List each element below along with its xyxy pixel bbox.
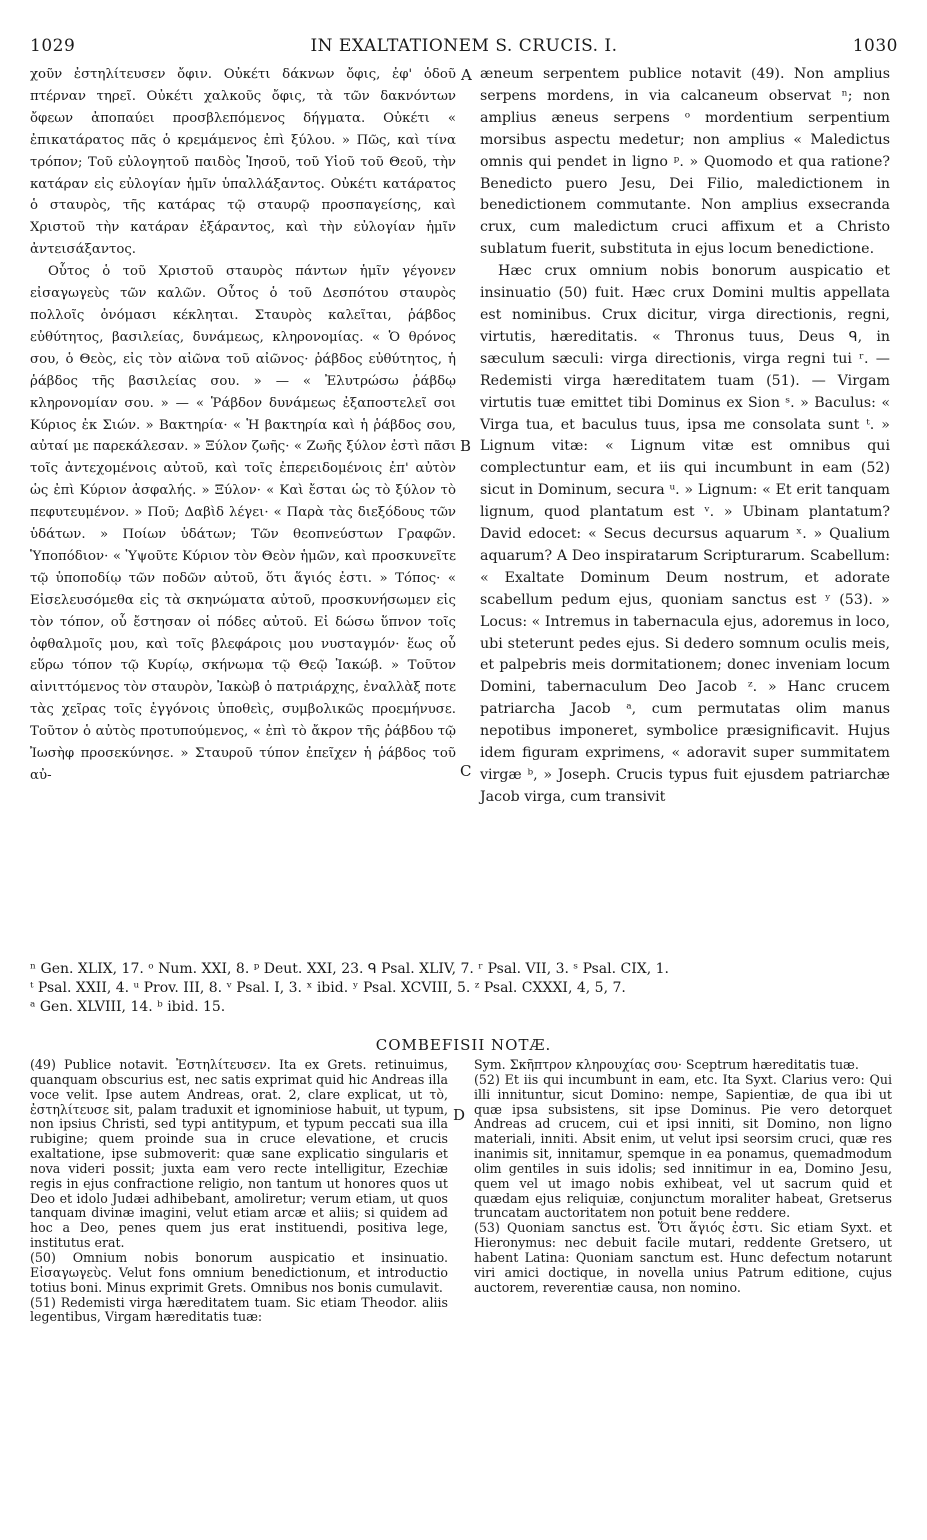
page-number-right: 1030 bbox=[852, 36, 898, 56]
greek-paragraph: χοῦν ἐστηλίτευσεν ὄφιν. Οὐκέτι δάκνων ὄφις, ἐφ' ὁδοῦ πτέρναν τηρεῖ. Οὐκέτι χαλκοῦς ὄφις, τὰ τῶν δακνόντων ὄφεων ἀποπαύει προσβλεπόμενος δήγματα. Οὐκέτι « ἐπικατάρατος πᾶς ὁ κρεμάμενος ἐπὶ ξύλου. » Πῶς, καὶ τίνα τρόπον; Τοῦ εὐλογητοῦ παιδὸς Ἰησοῦ, τοῦ Υἱοῦ τοῦ Θεοῦ, τὴν κατάραν εἰς εὐλογίαν ἡμῖν ὑπαλλάξαντος. Οὐκέτι κατάρατος ὁ σταυρὸς, τῆς κατάρας τῷ σταυρῷ προσπαγείσης, καὶ Χριστοῦ τὴν κατάραν ἐξάραντος, καὶ τὴν εὐλογίαν ἡμῖν ἀντεισάξαντος. bbox=[30, 67, 456, 258]
note-paragraph: (51) Redemisti virga hæreditatem tuam. Sic etiam Theodor. aliis legentibus, Virgam hæreditatis tuæ: bbox=[30, 1294, 448, 1325]
latin-paragraph: æneum serpentem publice notavit (49). Non amplius serpens mordens, in via calcaneum observat ⁿ; non amplius æneus serpens ᵒ mordentium serpentium morsibus aspectu medetur; non amplius « Maledictus omnis qui pendet in ligno ᵖ. » Quomodo et qua ratione? Benedicto puero Jesu, Dei Filio, maledictionem in benedictionem commutante. Non amplius exsecranda crux, cum maledictum cruci affixum et a Christo sublatum fuerit, substituta in ejus locum benedictione. bbox=[480, 66, 890, 258]
note-paragraph: (53) Quoniam sanctus est. Ὅτι ἅγιός ἐστι. Sic etiam Syxt. et Hieronymus: nec debuit facile mutari, reddente Gretsero, ut habent Latina: Quoniam sanctum est. Hunc defectum notarunt viri amici doctique, in novella unius Patrum editione, cujus auctorem, reverentiæ causa, non nomino. bbox=[474, 1220, 892, 1295]
margin-letter-c: C bbox=[460, 762, 472, 780]
latin-column bbox=[480, 64, 890, 809]
reference-line: ᵃ Gen. XLVIII, 14. ᵇ ibid. 15. bbox=[30, 999, 226, 1015]
reference-line: ⁿ Gen. XLIX, 17. ᵒ Num. XXI, 8. ᵖ Deut. XXI, 23. ᑫ Psal. XLIV, 7. ʳ Psal. VII, 3. ˢ Psal. CIX, 1. bbox=[30, 961, 670, 977]
note-paragraph: (50) Omnium nobis bonorum auspicatio et insinuatio. Εἰσαγωγεὺς. Velut fons omnium benedictionum, et introductio totius boni. Minus exprimit Grets. Omnibus nos bonis cumulavit. bbox=[30, 1249, 448, 1295]
notes-right-column bbox=[474, 1058, 892, 1296]
greek-paragraph: Οὗτος ὁ τοῦ Χριστοῦ σταυρὸς πάντων ἡμῖν γέγονεν εἰσαγωγεὺς τῶν καλῶν. Οὗτος ὁ τοῦ Δεσπότου σταυρὸς πολλοῖς ὀνόμασι κέκληται. Σταυρὸς καλεῖται, ῥάβδος εὐθύτητος, βασιλείας, δυνάμεως, κληρονομίας. « Ὁ θρόνος σου, ὁ Θεὸς, εἰς τὸν αἰῶνα τοῦ αἰῶνος· ῥάβδος εὐθύτητος, ἡ ῥάβδος τῆς βασιλείας σου. » — « Ἐλυτρώσω ῥάβδῳ κληρονομίαν σου. » — « Ῥάβδον δυνάμεως ἐξαποστελεῖ σοι Κύριος ἐκ Σιών. » Βακτηρία· « Ἡ βακτηρία καὶ ἡ ῥάβδος σου, αὐταί με παρεκάλεσαν. » Ξύλον ζωῆς· « Ζωῆς ξύλον ἐστὶ πᾶσι τοῖς ἀντεχομένοις αὐτοῦ, καὶ τοῖς ἐπερειδομένοις ἐπ' αὐτὸν ὡς ἐπὶ Κύριον ἀσφαλής. » Ξύλον· « Καὶ ἔσται ὡς τὸ ξύλον τὸ πεφυτευμένον. » Ποῦ; Δαβὶδ λέγει· « Παρὰ τὰς διεξόδους τῶν ὑδάτων. » Ποίων ὑδάτων; Τῶν θεοπνεύστων Γραφῶν. Ὑποπόδιον· « Ὑψοῦτε Κύριον τὸν Θεὸν ἡμῶν, καὶ προσκυνεῖτε τῷ ὑποποδίῳ τῶν ποδῶν αὐτοῦ, ὅτι ἅγιός ἐστι. » Τόπος· « Εἰσελευσόμεθα εἰς τὰ σκηνώματα αὐτοῦ, προσκυνήσωμεν εἰς τὸν τόπον, οὗ ἔστησαν οἱ πόδες αὐτοῦ. Εἰ δώσω ὕπνον τοῖς ὀφθαλμοῖς μου, καὶ τοῖς βλεφάροις μου νυσταγμόν· ἕως οὗ εὕρω τόπον τῷ Κυρίῳ, σκήνωμα τῷ Θεῷ Ἰακώβ. » Τοῦτον αἰνιττόμενος τὸν σταυρὸν, Ἰακὼβ ὁ πατριάρχης, ἐναλλὰξ ποτε τὰς χεῖρας τοῖς ἐγγόνοις ὑποθεὶς, συμβολικῶς προεμήνυσε. Τοῦτον ὁ αὐτὸς προτυπούμενος, « ἐπὶ τὸ ἄκρον τῆς ῥάβδου τῷ Ἰωσὴφ προσεκύνησε. » Σταυροῦ τύπον ἐπεῖχεν ἡ ῥάβδος τοῦ αὐ- bbox=[30, 264, 456, 783]
notes-left-column bbox=[30, 1058, 448, 1325]
scripture-references bbox=[30, 960, 898, 1017]
notes-heading: COMBEFISII NOTÆ. bbox=[375, 1036, 552, 1054]
running-header bbox=[30, 36, 898, 62]
note-paragraph: Sym. Σκῆπτρον κληρουχίας σου· Sceptrum hæreditatis tuæ. bbox=[474, 1057, 859, 1072]
latin-paragraph: Hæc crux omnium nobis bonorum auspicatio et insinuatio (50) fuit. Hæc crux Domini multis appellata est nominibus. Crux dicitur, virga directionis, regni, virtutis, hæreditatis. « Thronus tuus, Deus ᑫ, in sæculum sæculi: virga directionis, virga regni tui ʳ. — Redemisti virga hæreditatem tuam (51). — Virgam virtutis tuæ emittet tibi Dominus ex Sion ˢ. » Baculus: « Virga tua, et baculus tuus, ipsa me consolata sunt ᵗ. » Lignum vitæ: « Lignum vitæ est omnibus qui complectuntur eam, et iis qui incumbunt in eam (52) sicut in Dominum, secura ᵘ. » Lignum: « Et erit tanquam lignum, quod plantatum est ᵛ. » Ubinam plantatum? David edocet: « Secus decursus aquarum ˣ. » Qualium aquarum? A Deo inspiratarum Scripturarum. Scabellum: « Exaltate Dominum Deum nostrum, et adorate scabellum pedum ejus, quoniam sanctus est ʸ (53). » Locus: « Intremus in tabernacula ejus, adoremus in loco, ubi steterunt pedes ejus. Si dedero somnum oculis meis, et palpebris meis dormitationem; donec inveniam locum Domini, tabernaculum Deo Jacob ᶻ. » Hanc crucem patriarcha Jacob ᵃ, cum permutatas olim manus nepotibus imponeret, symbolice præsignificavit. Hujus idem figuram exprimens, « adoravit super summitatem virgæ ᵇ, » Joseph. Crucis typus fuit ejusdem patriarchæ Jacob virga, cum transivit bbox=[480, 263, 890, 805]
note-paragraph: (52) Et iis qui incumbunt in eam, etc. Ita Syxt. Clarius vero: Qui illi innituntur, sicut Domino: nempe, Sapientiæ, de qua ibi ut quæ ipsa subsistens, sit ipse Dominus. Pie vero detorquet Andreas ad crucem, cui et ipsi inniti, sit Domino, non ligno materiali, inniti. Absit enim, ut velut ipsi seorsim cruci, quæ res inanimis sit, innitamur, spemque in ea ponamus, quemadmodum olim gentiles in suis idolis; sed innitimur in ea, Domino Jesu, quem vel ut imago nobis exhibeat, vel ut sacrum quid et quædam ejus reliquiæ, conjunctum moraliter habeat, Gretserus truncatam auctoritatem non potuit bene reddere. bbox=[474, 1071, 892, 1221]
running-title: IN EXALTATIONEM S. CRUCIS. I. bbox=[310, 36, 618, 56]
margin-letter-a: A bbox=[461, 66, 472, 84]
reference-line: ᵗ Psal. XXII, 4. ᵘ Prov. III, 8. ᵛ Psal. I, 3. ˣ ibid. ʸ Psal. XCVIII, 5. ᶻ Psal. CXXXI, 4, 5, 7. bbox=[30, 980, 626, 996]
note-paragraph: (49) Publice notavit. Ἐστηλίτευσεν. Ita ex Grets. retinuimus, quanquam obscurius est, nec satis exprimat quid hic Andreas illa voce velit. Ipse autem Andreas, orat. 2, clare explicat, ut τὸ, ἐστηλίτευσε sit, palam traduxit et ignominiose habuit, ut typum, non ipsius Christi, sed typi antitypum, et typum peccati sua illa rubigine; quem proinde sua in cruce elevatione, et crucis exaltatione, ipse submoverit: quæ sane explicatio singularis et nova videri possit; juxta eam vero recte intelligitur, Ezechiæ regis in ejus confractione religio, non tantum ut honores quos ut Deo et idolo Judæi adhibebant, amoliretur; verum etiam, ut quos tanquam divinæ imagini, velut etiam arcæ et aliis; si quidem ad hoc a Deo, penes quem jus erat instituendi, positiva lege, institutus erat. bbox=[30, 1057, 448, 1251]
greek-column bbox=[30, 64, 456, 787]
page-number-left: 1029 bbox=[30, 36, 76, 56]
margin-letter-d: D bbox=[453, 1106, 466, 1124]
margin-letter-b: B bbox=[460, 437, 472, 455]
